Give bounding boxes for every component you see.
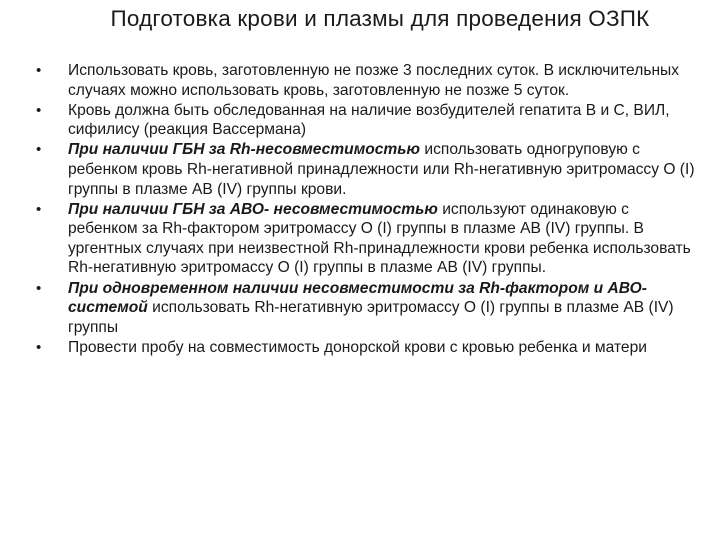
bullet-emphasis: При одновременном наличии несовместимости за Rh-фактором и АВО-системой	[68, 279, 647, 317]
bullet-list	[30, 61, 700, 358]
bullet-text: использовать одногруповую с ребенком кровь Rh-негативной принадлежности или Rh-негативную эритромассу О (І) группы в плазме АВ (IV) группы крови.	[68, 141, 695, 198]
bullet-text: используют одинаковую с ребенком за Rh-фактором эритромассу О (I) группы в плазме АВ (IV) группы. В ургентных случаях при неизвестной Rh-принадлежности крови ребенка использовать Rh-негативную эритромассу О (I) группы в плазме АВ (IV) группы.	[68, 200, 691, 277]
bullet-item-6	[30, 338, 700, 358]
bullet-dot-icon: •	[36, 62, 42, 79]
bullet-dot-icon: •	[36, 200, 42, 218]
bullet-dot-icon: •	[36, 279, 42, 297]
bullet-item-1	[30, 61, 700, 100]
bullet-item-4	[30, 200, 700, 278]
bullet-text: Кровь должна быть обследованная на наличие возбудителей гепатита В и С, ВИЛ, сифилису (реакция Вассермана)	[68, 101, 670, 139]
bullet-dot-icon: •	[36, 338, 42, 356]
bullet-emphasis: При наличии ГБН за АВО- несовместимостью	[68, 200, 438, 218]
bullet-text: использовать Rh-негативную эритромассу О (I) группы в плазме АВ (IV) группы	[68, 299, 674, 336]
bullet-dot-icon: •	[36, 141, 42, 159]
bullet-emphasis: При наличии ГБН за Rh-несовместимостью	[68, 141, 421, 159]
bullet-text: Использовать кровь, заготовленную не позже 3 последних суток. В исключительных случаях можно использовать кровь, заготовленную не позже 5 суток.	[68, 62, 680, 99]
slide-title: Подготовка крови и плазмы для проведения ОЗПК	[110, 6, 650, 31]
bullet-dot-icon: •	[36, 101, 42, 119]
bullet-item-5	[30, 279, 700, 338]
bullet-item-2	[30, 101, 700, 140]
bullet-text: Провести пробу на совместимость донорской крови с кровью ребенка и матери	[68, 338, 647, 356]
bullet-item-3	[30, 140, 700, 199]
